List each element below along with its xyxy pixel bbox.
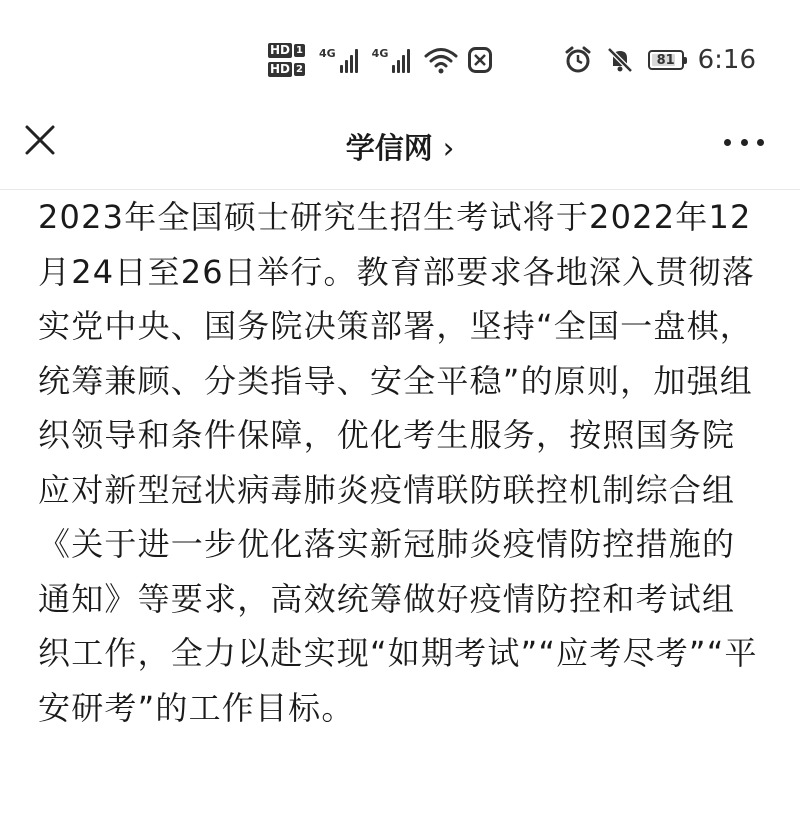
article-line: 织工作，全力以赴实现“如期考试”“应考尽考”“平 xyxy=(38,634,758,672)
more-icon-dot xyxy=(741,139,748,146)
article-line: 通知》等要求，高效统筹做好疫情防控和考试组 xyxy=(38,579,736,618)
article-line: 安研考”的工作目标。 xyxy=(38,688,355,727)
notification-icon xyxy=(468,47,492,73)
article-line: 应对新型冠状病毒肺炎疫情联防联控机制综合组 xyxy=(38,470,736,509)
signal-icon-2: 4G xyxy=(372,47,411,73)
article-body xyxy=(38,190,768,735)
top-app-bar xyxy=(0,112,800,178)
article-line: 统筹兼顾、分类指导、安全平稳”的原则，加强组 xyxy=(38,361,753,400)
article-line: 实党中央、国务院决策部署，坚持“全国一盘棋， xyxy=(38,307,753,345)
hd-indicator-1: HD 1 xyxy=(270,43,303,57)
chevron-right-icon: › xyxy=(442,131,455,165)
page-title: 学信网 xyxy=(345,131,433,165)
status-time: 6:16 xyxy=(697,45,756,75)
mute-icon xyxy=(606,46,634,74)
article-line: 《关于进一步优化落实新冠肺炎疫情防控措施的 xyxy=(38,525,736,563)
article-line: 月24日至26日举行。教育部要求各地深入贯彻落 xyxy=(38,252,756,291)
status-right-group xyxy=(564,42,756,78)
alarm-icon xyxy=(564,46,592,74)
hd-indicator-2: HD 2 xyxy=(270,62,303,76)
more-icon-dot xyxy=(757,139,764,146)
battery-level: 81 xyxy=(656,52,675,68)
account-title-link[interactable] xyxy=(0,126,800,167)
status-bar xyxy=(0,0,800,110)
signal-icon-1: 4G xyxy=(319,47,358,73)
battery-icon xyxy=(648,50,684,70)
more-options-button[interactable] xyxy=(724,132,764,152)
article-line: 织领导和条件保障，优化考生服务，按照国务院 xyxy=(38,416,736,454)
wifi-icon xyxy=(424,46,458,74)
hd-indicators xyxy=(268,43,305,77)
status-left-group xyxy=(268,38,492,82)
more-icon-dot xyxy=(724,139,731,146)
article-line: 2023年全国硕士研究生招生考试将于2022年12 xyxy=(38,198,752,236)
